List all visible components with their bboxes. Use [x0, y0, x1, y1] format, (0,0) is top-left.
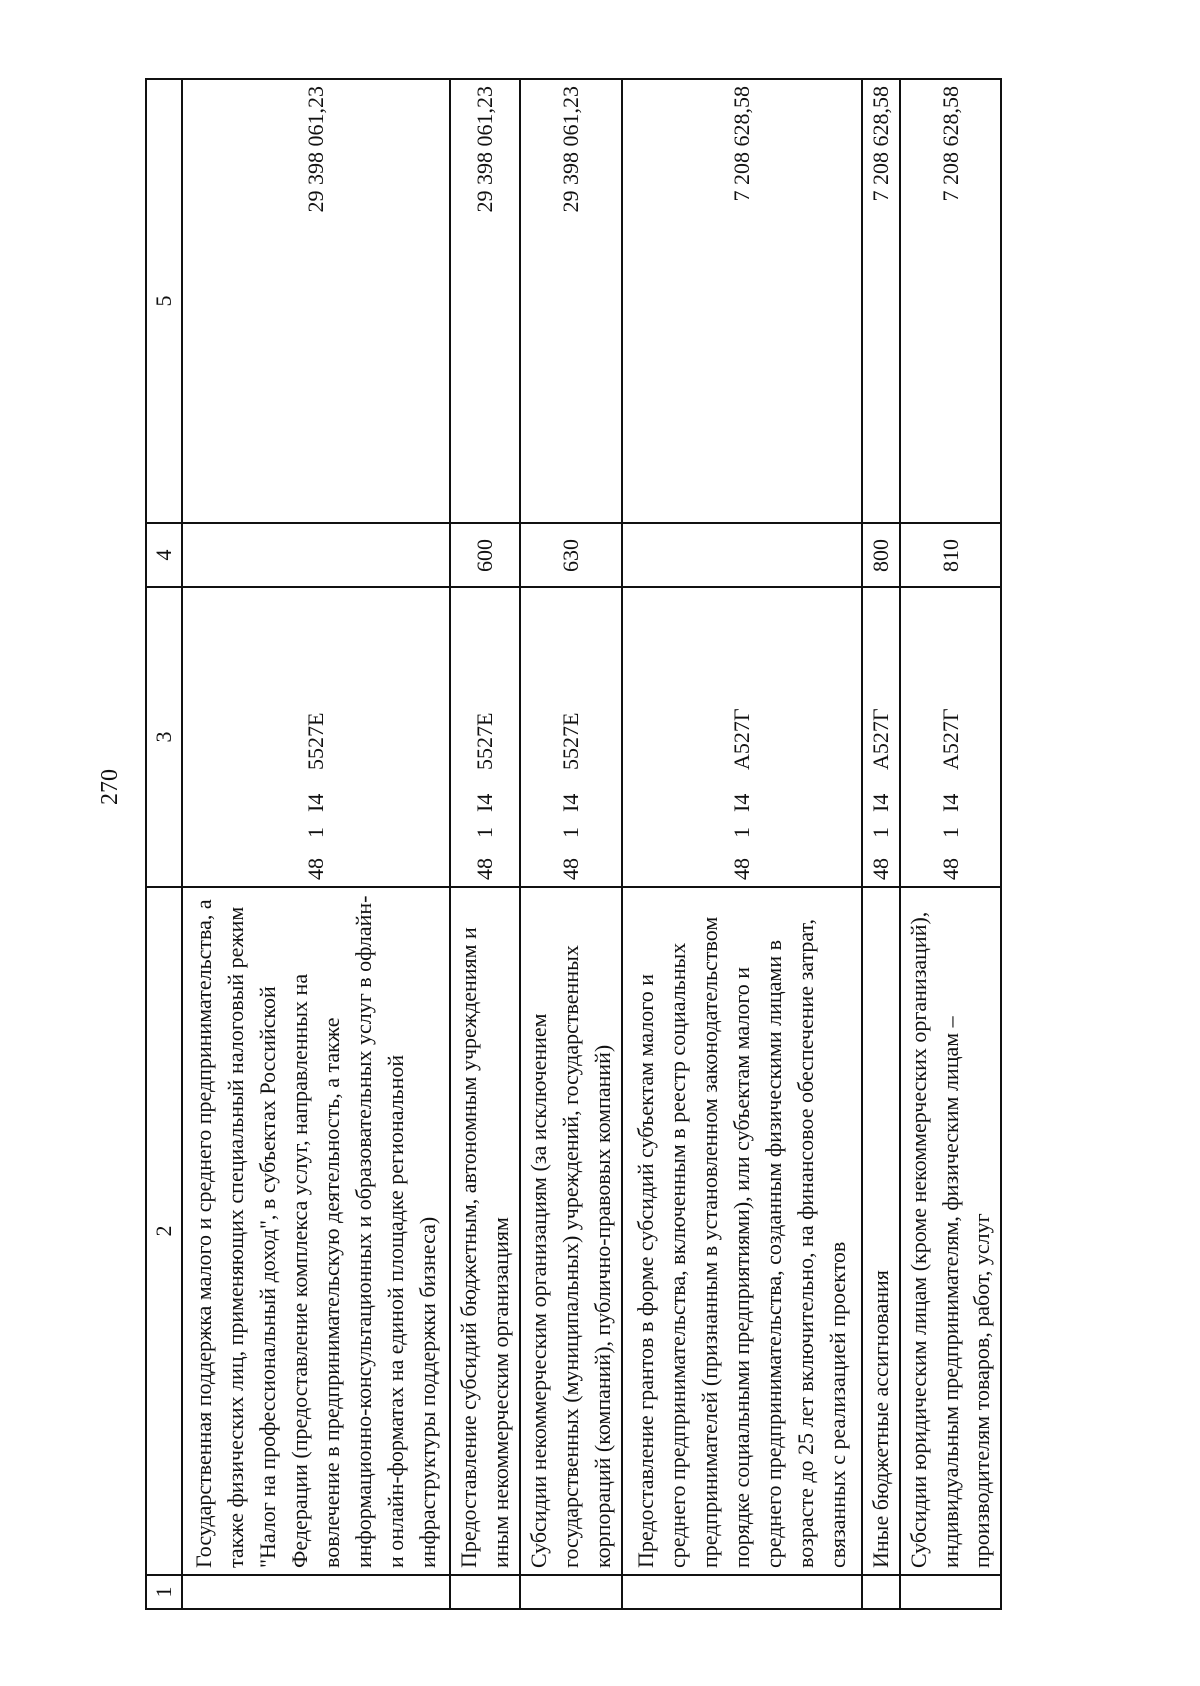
table-row — [520, 79, 622, 1609]
table-row — [622, 79, 862, 1609]
direction-code: 5527Е — [557, 712, 583, 770]
classification-code-cell — [862, 587, 900, 887]
row-index-cell — [450, 1575, 520, 1609]
subprogram-code: 1 — [937, 827, 963, 838]
header-col-1: 1 — [146, 1575, 182, 1609]
subprogram-code: 1 — [728, 827, 754, 838]
direction-code: А527Г — [728, 708, 754, 770]
direction-code: А527Г — [867, 708, 893, 770]
classification-code-cell — [182, 587, 450, 887]
row-index-cell — [900, 1575, 1002, 1609]
classification-code-cell — [450, 587, 520, 887]
table-header-row — [146, 79, 182, 1609]
row-index-cell — [182, 1575, 450, 1609]
description-cell: Иные бюджетные ассигнования — [862, 887, 900, 1575]
program-code: 48 — [937, 858, 963, 880]
subprogram-code: 1 — [867, 827, 893, 838]
classification-code-cell — [520, 587, 622, 887]
row-index-cell — [520, 1575, 622, 1609]
classification-code-cell — [900, 587, 1002, 887]
program-code: 48 — [557, 858, 583, 880]
table-row — [900, 79, 1002, 1609]
program-code: 48 — [728, 858, 754, 880]
expense-type-cell: 800 — [862, 523, 900, 587]
amount-cell: 29 398 061,23 — [520, 79, 622, 523]
expense-type-cell: 810 — [900, 523, 1002, 587]
project-code: I4 — [937, 793, 963, 812]
row-index-cell — [862, 1575, 900, 1609]
project-code: I4 — [728, 793, 754, 812]
description-cell: Предоставление субсидий бюджетным, автономным учреждениям и иным некоммерческим организациям — [450, 887, 520, 1575]
direction-code: 5527Е — [471, 712, 497, 770]
header-col-3: 3 — [146, 587, 182, 887]
description-cell: Предоставление грантов в форме субсидий субъектам малого и среднего предпринимательства, включенным в реестр социальных предпринимателей (признанным в установленном законодательством порядке социальными предприятиями), или субъектам малого и среднего предпринимательства, созданным физическими лицами в возрасте до 25 лет включительно, на финансовое обеспечение затрат, связанных с реализацией проектов — [622, 887, 862, 1575]
row-index-cell — [622, 1575, 862, 1609]
expense-type-cell: 630 — [520, 523, 622, 587]
project-code: I4 — [471, 793, 497, 812]
table-row — [862, 79, 900, 1609]
project-code: I4 — [303, 793, 329, 812]
description-cell: Субсидии юридическим лицам (кроме некоммерческих организаций), индивидуальным предпринимателям, физическим лицам – производителям товаров, работ, услуг — [900, 887, 1002, 1575]
table-row — [450, 79, 520, 1609]
project-code: I4 — [557, 793, 583, 812]
expense-type-cell — [182, 523, 450, 587]
subprogram-code: 1 — [471, 827, 497, 838]
program-code: 48 — [867, 858, 893, 880]
expense-type-cell: 600 — [450, 523, 520, 587]
amount-cell: 7 208 628,58 — [862, 79, 900, 523]
direction-code: А527Г — [937, 708, 963, 770]
amount-cell: 29 398 061,23 — [182, 79, 450, 523]
description-cell: Государственная поддержка малого и среднего предпринимательства, а также физических лиц, применяющих специальный налоговый режим "Налог на профессиональный доход", в субъектах Российской Федерации (предоставление комплекса услуг, направленных на вовлечение в предпринимательскую деятельность, а также информационно-консультационных и образовательных услуг в офлайн- и онлайн-форматах на единой площадке региональной инфраструктуры поддержки бизнеса) — [182, 887, 450, 1575]
program-code: 48 — [471, 858, 497, 880]
header-col-2: 2 — [146, 887, 182, 1575]
subprogram-code: 1 — [303, 827, 329, 838]
subprogram-code: 1 — [557, 827, 583, 838]
header-col-4: 4 — [146, 523, 182, 587]
header-col-5: 5 — [146, 79, 182, 523]
page-number: 270 — [97, 769, 123, 805]
amount-cell: 7 208 628,58 — [622, 79, 862, 523]
expense-type-cell — [622, 523, 862, 587]
table-row — [182, 79, 450, 1609]
amount-cell: 29 398 061,23 — [450, 79, 520, 523]
direction-code: 5527Е — [303, 712, 329, 770]
description-cell: Субсидии некоммерческим организациям (за исключением государственных (муниципальных) учреждений, государственных корпораций (компаний), публично-правовых компаний) — [520, 887, 622, 1575]
budget-table — [145, 78, 1002, 1610]
classification-code-cell — [622, 587, 862, 887]
budget-table-sheet — [145, 80, 995, 1610]
program-code: 48 — [303, 858, 329, 880]
amount-cell: 7 208 628,58 — [900, 79, 1002, 523]
project-code: I4 — [867, 793, 893, 812]
